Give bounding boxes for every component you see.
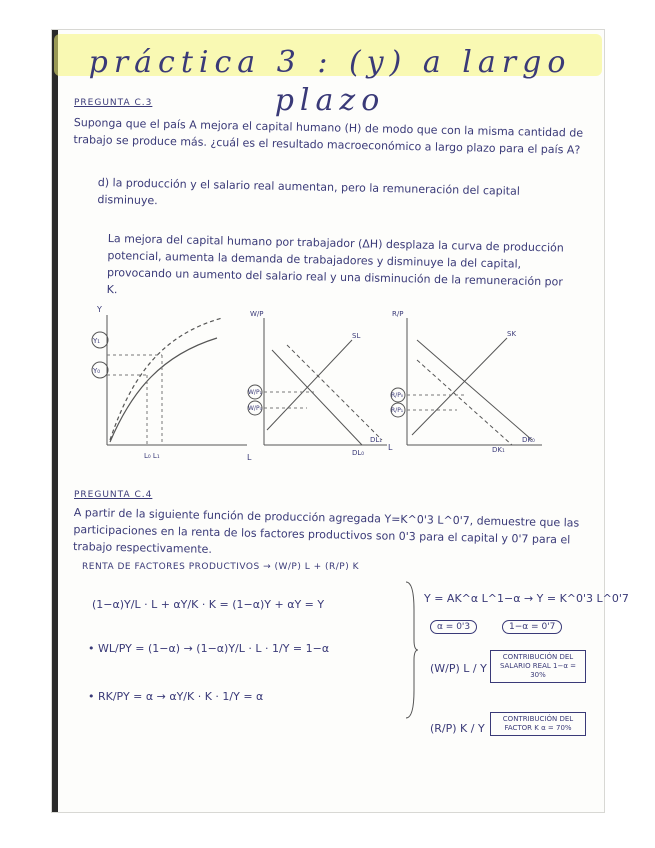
equation-3: • RK/PY = α → αY/K · K · 1/Y = α <box>88 690 264 703</box>
capital-market-graph <box>391 310 542 454</box>
labour-share-fraction: (W/P) L / Y <box>430 662 487 675</box>
question-c3-text: Suponga que el país A mejora el capital humano (H) de modo que con la misma cantidad de trabajo se produce más. ¿cuál es el resultado macroeconómico a largo plazo para el país A? <box>73 115 584 157</box>
renta-line: RENTA DE FACTORES PRODUCTIVOS → (W/P) L + (R/P) K <box>82 562 359 572</box>
equation-2: • WL/PY = (1−α) → (1−α)Y/L · L · 1/Y = 1−α <box>88 642 330 655</box>
alpha-value: α = 0'3 <box>430 620 477 634</box>
page-title: práctica 3 : (y) a largo plazo <box>88 45 572 118</box>
g2-dl1: DL₁ <box>370 436 383 444</box>
g2-w0: W/P₀ <box>248 405 262 412</box>
answer-d-text: d) la producción y el salario real aumentan, pero la remuneración del capital disminuye. <box>97 175 520 208</box>
g1-y1: Y₁ <box>93 337 101 345</box>
capital-contribution-box: CONTRIBUCIÓN DEL FACTOR K α = 70% <box>490 712 586 736</box>
g3-sk: SK <box>507 330 517 338</box>
production-function: Y = AK^α L^1−α → Y = K^0'3 L^0'7 <box>424 592 629 605</box>
g3-dk1: DK₁ <box>492 446 505 454</box>
g2-ylabel: W/P <box>250 310 264 318</box>
right-brace <box>404 580 418 720</box>
notebook-page <box>52 30 629 812</box>
graphs-area <box>52 300 604 470</box>
question-label-c4: PREGUNTA C.4 <box>74 490 153 500</box>
labour-contribution-box: CONTRIBUCIÓN DEL SALARIO REAL 1−α = 30% <box>490 650 586 683</box>
g2-xlabel: L <box>388 443 393 452</box>
question-c4-text: A partir de la siguiente función de producción agregada Y=K^0'3 L^0'7, demuestre que las participaciones en la renta de los factores productivos son 0'3 para el capital y 0'7 para el trabajo respectivamente. <box>72 505 580 556</box>
g2-dl0: DL₀ <box>352 449 365 457</box>
g3-dk0: DK₀ <box>522 436 535 444</box>
question-label-c3: PREGUNTA C.3 <box>74 98 153 108</box>
g1-xticks: L₀ L₁ <box>144 452 160 460</box>
g3-ylabel: R/P <box>392 310 404 318</box>
g1-xlabel: L <box>247 453 252 462</box>
g2-sl: SL <box>352 332 361 340</box>
equation-1: (1−α)Y/L · L + αY/K · K = (1−α)Y + αY = Y <box>92 598 325 611</box>
capital-share-fraction: (R/P) K / Y <box>430 722 485 735</box>
labour-market-graph <box>248 310 393 457</box>
g1-y0: Y₀ <box>93 367 101 375</box>
g1-ylabel: Y <box>97 305 102 314</box>
g2-w1: W/P₁ <box>248 389 262 396</box>
production-graph <box>92 305 252 462</box>
one-minus-alpha-value: 1−α = 0'7 <box>502 620 562 634</box>
g3-r1: R/P₁ <box>391 407 404 414</box>
explanation-text: La mejora del capital humano por trabajador (ΔH) desplaza la curva de producción potencial, aumenta la demanda de trabajadores y disminuye la del capital, provocando un aumento del salario real y una disminución de la remuneración por K. <box>106 231 564 297</box>
g3-r0: R/P₀ <box>391 392 404 399</box>
